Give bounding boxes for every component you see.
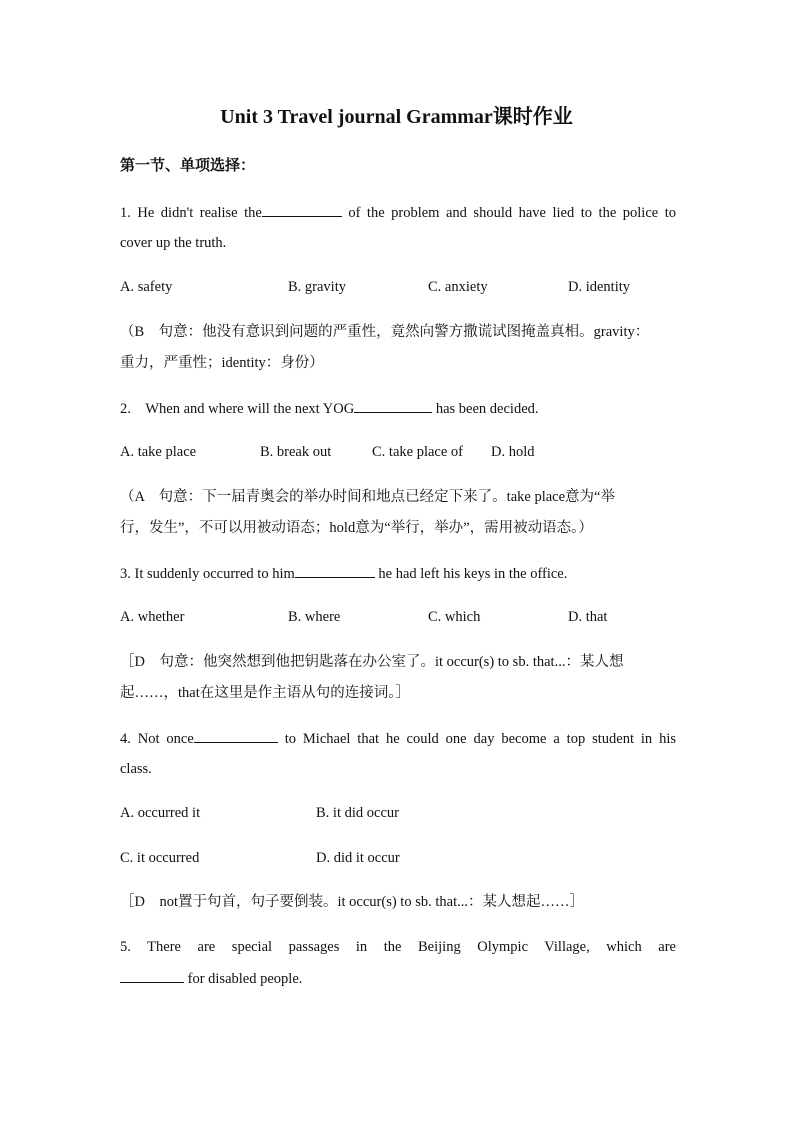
question-3-option-b: B. where [288,609,341,625]
question-1-option-c: C. anxiety [428,279,488,295]
question-2-option-a: A. take place [120,444,197,460]
question-5-text-after-blank: for disabled people. [184,971,303,987]
question-3-explanation-line-2: 起……，that在这里是作主语从句的连接词。］ [120,685,410,701]
question-4-option-b: B. it did occur [316,805,399,821]
question-1-line-1 [120,201,676,224]
question-1-text-after-blank: of the problem and should have lied to the police to [341,205,676,221]
question-2-option-d: D. hold [491,444,535,460]
question-4-text-after-blank: to Michael that he could one day become a top student in his [277,731,677,747]
question-4-line-1 [120,727,676,750]
question-1-line-2: cover up the truth. [120,235,227,251]
question-1-option-a: A. safety [120,279,173,295]
question-2-option-c: C. take place of [372,444,463,460]
question-4-text-before-blank: 4. Not once [120,731,194,747]
answer-blank [262,201,342,217]
question-1-text-before-blank: 1. He didn't realise the [120,205,262,221]
question-4-explanation: ［D not置于句首，句子要倒装。it occur(s) to sb. that...：某人想起……］ [120,894,584,910]
answer-blank [120,967,184,983]
question-4-option-a: A. occurred it [120,805,201,821]
question-4-option-c: C. it occurred [120,850,200,866]
question-3-text-after-blank: he had left his keys in the office. [374,566,568,582]
question-2-explanation-line-1: （A 句意：下一届青奥会的举办时间和地点已经定下来了。take place意为“举 [120,489,615,505]
question-5-line-1: 5. There are special passages in the Beijing Olympic Village, which are [120,939,676,955]
question-2-option-b: B. break out [260,444,332,460]
question-3-option-d: D. that [568,609,608,625]
question-1-option-d: D. identity [568,279,631,295]
section-heading: 第一节、单项选择： [120,158,256,174]
question-3-explanation-line-1: ［D 句意：他突然想到他把钥匙落在办公室了。it occur(s) to sb. that...：某人想 [120,654,624,670]
question-3-line-1 [120,562,676,585]
question-5-line-2 [120,967,676,990]
answer-blank [194,727,278,743]
question-4-option-d: D. did it occur [316,850,400,866]
answer-blank [295,562,375,578]
question-2-line-1 [120,397,676,420]
question-2-text-after-blank: has been decided. [432,401,539,417]
question-4-line-2: class. [120,761,152,777]
question-2-text-before-blank: 2. When and where will the next YOG [120,401,355,417]
question-3-option-c: C. which [428,609,481,625]
question-1-explanation-line-1: （B 句意：他没有意识到问题的严重性，竟然向警方撒谎试图掩盖真相。gravity： [120,324,650,340]
question-3-option-a: A. whether [120,609,185,625]
question-1-option-b: B. gravity [288,279,346,295]
question-3-text-before-blank: 3. It suddenly occurred to him [120,566,295,582]
question-2-explanation-line-2: 行，发生”，不可以用被动语态；hold意为“举行，举办”，需用被动语态。） [120,520,593,536]
question-1-explanation-line-2: 重力，严重性；identity：身份） [120,355,324,371]
answer-blank [354,397,432,413]
page-title: Unit 3 Travel journal Grammar课时作业 [220,106,573,128]
